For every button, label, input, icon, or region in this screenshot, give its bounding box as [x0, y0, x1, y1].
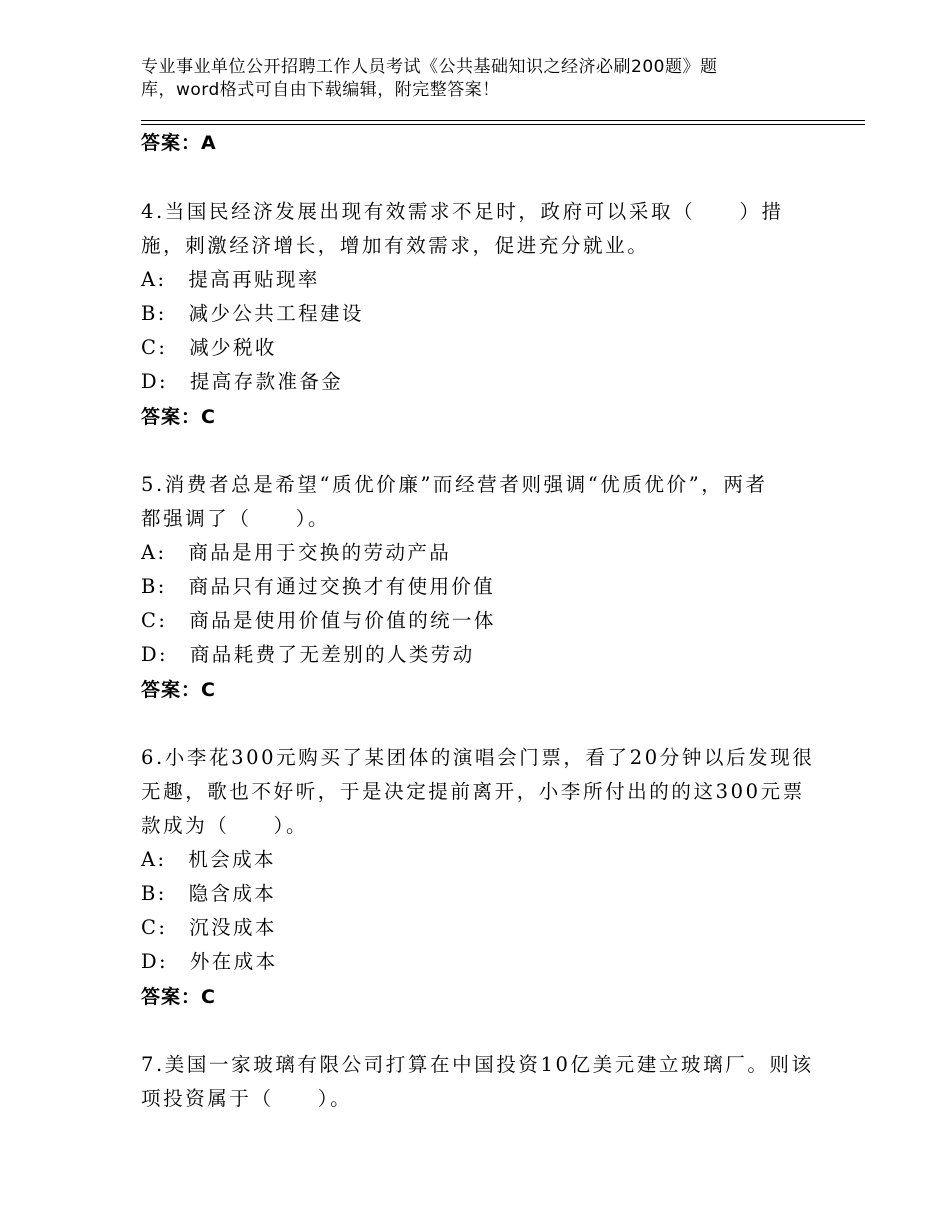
question-6-option-c: C: 沉没成本 [141, 916, 277, 939]
question-5-option-b: B: 商品只有通过交换才有使用价值 [141, 575, 496, 598]
previous-answer: 答案：A [141, 132, 217, 154]
question-6-text-line-3: 款成为（ ）。 [141, 814, 309, 837]
header-divider-top [141, 120, 865, 121]
question-4-option-a: A: 提高再贴现率 [141, 268, 320, 291]
question-5-option-d: D: 商品耗费了无差别的人类劳动 [141, 643, 475, 666]
question-6-option-d: D: 外在成本 [141, 950, 278, 973]
question-6-answer: 答案：C [141, 986, 216, 1008]
question-6-text-line-1: 6.小李花300元购买了某团体的演唱会门票，看了20分钟以后发现很 [141, 746, 815, 769]
question-5-text-line-1: 5.消费者总是希望“质优价廉”而经营者则强调“优质优价”，两者 [141, 473, 768, 496]
header-divider-bottom [141, 124, 865, 125]
question-6-option-b: B: 隐含成本 [141, 882, 277, 905]
question-5-text-line-2: 都强调了（ ）。 [141, 507, 331, 530]
document-header [141, 56, 781, 102]
question-5-option-a: A: 商品是用于交换的劳动产品 [141, 541, 452, 564]
question-7-text-line-1: 7.美国一家玻璃有限公司打算在中国投资10亿美元建立玻璃厂。则该 [141, 1053, 814, 1076]
question-4-text-line-1: 4.当国民经济发展出现有效需求不足时，政府可以采取（ ）措 [141, 200, 784, 223]
question-4-option-d: D: 提高存款准备金 [141, 370, 344, 393]
question-5-option-c: C: 商品是使用价值与价值的统一体 [141, 609, 496, 632]
question-4-answer: 答案：C [141, 406, 216, 428]
question-4-text-line-2: 施，刺激经济增长，增加有效需求，促进充分就业。 [141, 234, 650, 257]
question-7-text-line-2: 项投资属于（ ）。 [141, 1087, 353, 1110]
question-4-option-b: B: 减少公共工程建设 [141, 302, 364, 325]
question-6-text-line-2: 无趣，歌也不好听，于是决定提前离开，小李所付出的的这300元票 [141, 780, 805, 803]
question-6-option-a: A: 机会成本 [141, 848, 276, 871]
header-line-1: 专业事业单位公开招聘工作人员考试《公共基础知识之经济必刷200题》题 [141, 57, 718, 77]
question-5-answer: 答案：C [141, 679, 216, 701]
question-4-option-c: C: 减少税收 [141, 336, 277, 359]
header-line-2: 库，word格式可自由下载编辑，附完整答案！ [141, 80, 500, 100]
